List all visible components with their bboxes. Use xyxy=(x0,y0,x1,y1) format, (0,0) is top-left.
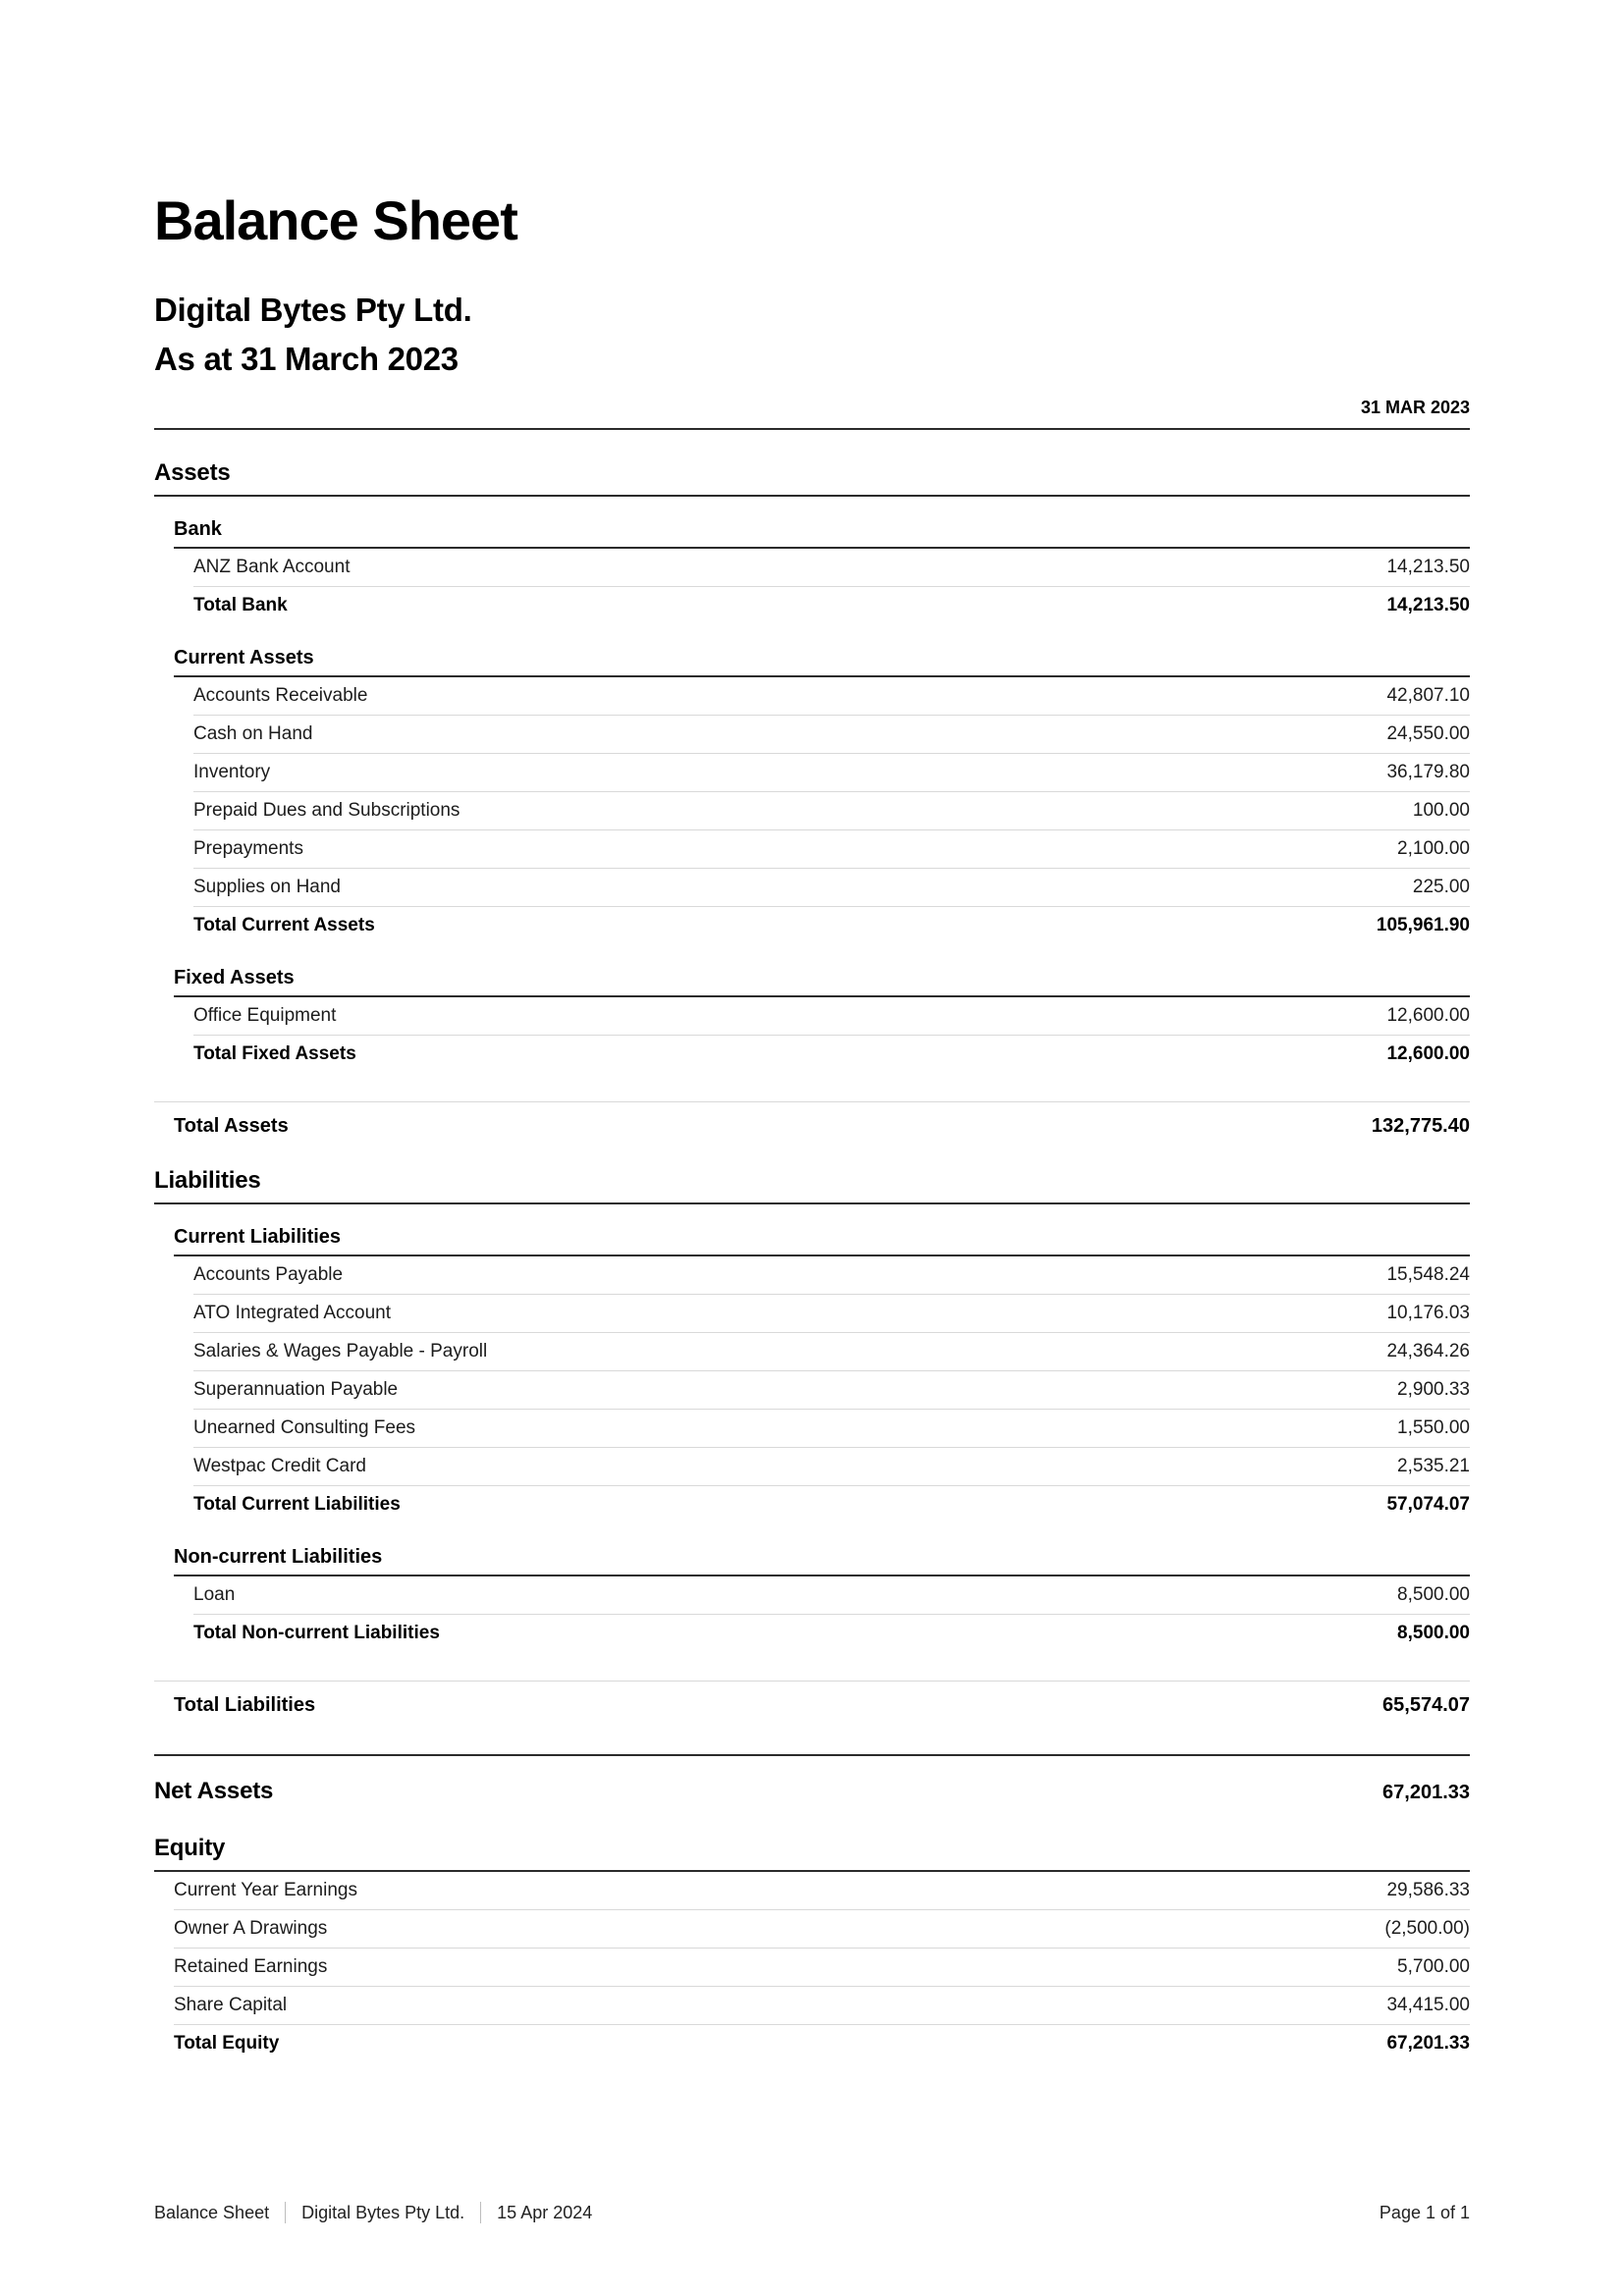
account-label: ATO Integrated Account xyxy=(193,1302,392,1323)
account-value: 14,213.50 xyxy=(1386,556,1470,577)
section-equity xyxy=(154,1835,1470,2063)
total-liabilities-value: 65,574.07 xyxy=(1382,1693,1470,1716)
footer-company: Digital Bytes Pty Ltd. xyxy=(301,2202,465,2222)
account-label: Office Equipment xyxy=(193,1004,337,1026)
account-label: Superannuation Payable xyxy=(193,1378,399,1400)
table-row xyxy=(193,1295,1470,1333)
account-label: Share Capital xyxy=(174,1994,288,2015)
current-liabilities-total-row xyxy=(193,1486,1470,1524)
account-label: Westpac Credit Card xyxy=(193,1455,366,1476)
total-label: Total Fixed Assets xyxy=(193,1043,356,1065)
current-assets-heading: Current Assets xyxy=(174,647,1470,677)
net-assets-label: Net Assets xyxy=(154,1777,274,1804)
footer-left xyxy=(154,2202,592,2223)
account-label: Owner A Drawings xyxy=(174,1917,328,1939)
total-label: Total Equity xyxy=(174,2033,280,2055)
account-value: (2,500.00) xyxy=(1384,1917,1470,1939)
account-label: Unearned Consulting Fees xyxy=(193,1416,416,1438)
subsection-current-assets xyxy=(174,647,1470,945)
current-liabilities-heading: Current Liabilities xyxy=(174,1226,1470,1256)
footer-date: 15 Apr 2024 xyxy=(497,2202,593,2222)
table-row xyxy=(193,677,1470,716)
table-row xyxy=(193,1256,1470,1295)
account-value: 15,548.24 xyxy=(1386,1263,1470,1285)
total-value: 14,213.50 xyxy=(1386,595,1470,616)
noncurrent-liabilities-total-row xyxy=(193,1615,1470,1653)
table-row xyxy=(174,1872,1470,1910)
table-row xyxy=(174,1949,1470,1987)
account-label: ANZ Bank Account xyxy=(193,556,351,577)
net-assets-row xyxy=(154,1754,1470,1805)
net-assets-value: 67,201.33 xyxy=(1382,1781,1470,1803)
table-row xyxy=(193,1576,1470,1615)
account-label: Retained Earnings xyxy=(174,1955,328,1977)
account-value: 12,600.00 xyxy=(1386,1004,1470,1026)
total-liabilities-label: Total Liabilities xyxy=(174,1693,316,1716)
table-row xyxy=(193,1333,1470,1371)
column-header-date: 31 MAR 2023 xyxy=(1360,397,1470,417)
subsection-noncurrent-liabilities xyxy=(174,1546,1470,1653)
table-row xyxy=(193,549,1470,587)
total-value: 8,500.00 xyxy=(1397,1623,1470,1644)
footer-separator xyxy=(285,2202,286,2223)
account-value: 29,586.33 xyxy=(1386,1879,1470,1900)
table-row xyxy=(193,1448,1470,1486)
total-value: 105,961.90 xyxy=(1376,915,1470,936)
bank-heading: Bank xyxy=(174,518,1470,549)
current-assets-total-row xyxy=(193,907,1470,945)
table-row xyxy=(193,830,1470,869)
total-assets-row xyxy=(154,1101,1470,1138)
account-value: 2,100.00 xyxy=(1397,837,1470,859)
total-value: 57,074.07 xyxy=(1386,1494,1470,1516)
footer-page-number: Page 1 of 1 xyxy=(1379,2202,1470,2222)
table-row xyxy=(193,1410,1470,1448)
fixed-assets-total-row xyxy=(193,1036,1470,1074)
table-row xyxy=(193,1371,1470,1410)
account-value: 5,700.00 xyxy=(1397,1955,1470,1977)
total-label: Total Current Assets xyxy=(193,915,375,936)
company-name: Digital Bytes Pty Ltd. xyxy=(154,291,472,328)
account-value: 42,807.10 xyxy=(1386,684,1470,706)
account-label: Prepaid Dues and Subscriptions xyxy=(193,799,460,821)
report-date-heading: As at 31 March 2023 xyxy=(154,340,459,377)
account-label: Accounts Receivable xyxy=(193,684,368,706)
total-label: Total Bank xyxy=(193,595,288,616)
fixed-assets-heading: Fixed Assets xyxy=(174,967,1470,997)
footer-separator xyxy=(480,2202,481,2223)
account-value: 34,415.00 xyxy=(1386,1994,1470,2015)
total-label: Total Current Liabilities xyxy=(193,1494,401,1516)
table-row xyxy=(193,716,1470,754)
table-row xyxy=(174,1910,1470,1949)
total-value: 12,600.00 xyxy=(1386,1043,1470,1065)
account-label: Current Year Earnings xyxy=(174,1879,357,1900)
noncurrent-liabilities-heading: Non-current Liabilities xyxy=(174,1546,1470,1576)
subsection-fixed-assets xyxy=(174,967,1470,1074)
table-row xyxy=(193,754,1470,792)
total-assets-value: 132,775.40 xyxy=(1371,1114,1470,1137)
section-liabilities xyxy=(154,1167,1470,1717)
account-value: 36,179.80 xyxy=(1386,761,1470,782)
account-value: 100.00 xyxy=(1412,799,1470,821)
account-label: Supplies on Hand xyxy=(193,876,341,897)
account-label: Prepayments xyxy=(193,837,303,859)
subsection-bank xyxy=(174,518,1470,625)
footer-doc-name: Balance Sheet xyxy=(154,2202,270,2222)
equity-total-row xyxy=(174,2025,1470,2063)
table-row xyxy=(193,997,1470,1036)
assets-heading: Assets xyxy=(154,459,1470,497)
total-value: 67,201.33 xyxy=(1386,2033,1470,2055)
liabilities-heading: Liabilities xyxy=(154,1167,1470,1204)
table-row xyxy=(193,792,1470,830)
total-label: Total Non-current Liabilities xyxy=(193,1623,440,1644)
table-row xyxy=(193,869,1470,907)
account-value: 24,550.00 xyxy=(1386,722,1470,744)
account-value: 2,900.33 xyxy=(1397,1378,1470,1400)
account-value: 24,364.26 xyxy=(1386,1340,1470,1362)
account-label: Inventory xyxy=(193,761,271,782)
report-title: Balance Sheet xyxy=(154,189,517,251)
account-label: Accounts Payable xyxy=(193,1263,344,1285)
account-value: 10,176.03 xyxy=(1386,1302,1470,1323)
account-label: Loan xyxy=(193,1583,236,1605)
equity-rows xyxy=(154,1872,1470,2063)
account-value: 1,550.00 xyxy=(1397,1416,1470,1438)
section-assets xyxy=(154,459,1470,1138)
account-value: 2,535.21 xyxy=(1397,1455,1470,1476)
table-row xyxy=(174,1987,1470,2025)
account-label: Salaries & Wages Payable - Payroll xyxy=(193,1340,488,1362)
page-footer xyxy=(154,2202,1470,2223)
account-label: Cash on Hand xyxy=(193,722,313,744)
bank-total-row xyxy=(193,587,1470,625)
total-assets-label: Total Assets xyxy=(174,1114,289,1137)
account-value: 8,500.00 xyxy=(1397,1583,1470,1605)
subsection-current-liabilities xyxy=(174,1226,1470,1524)
column-header-row xyxy=(154,398,1470,430)
equity-heading: Equity xyxy=(154,1835,1470,1872)
account-value: 225.00 xyxy=(1412,876,1470,897)
total-liabilities-row xyxy=(154,1681,1470,1717)
